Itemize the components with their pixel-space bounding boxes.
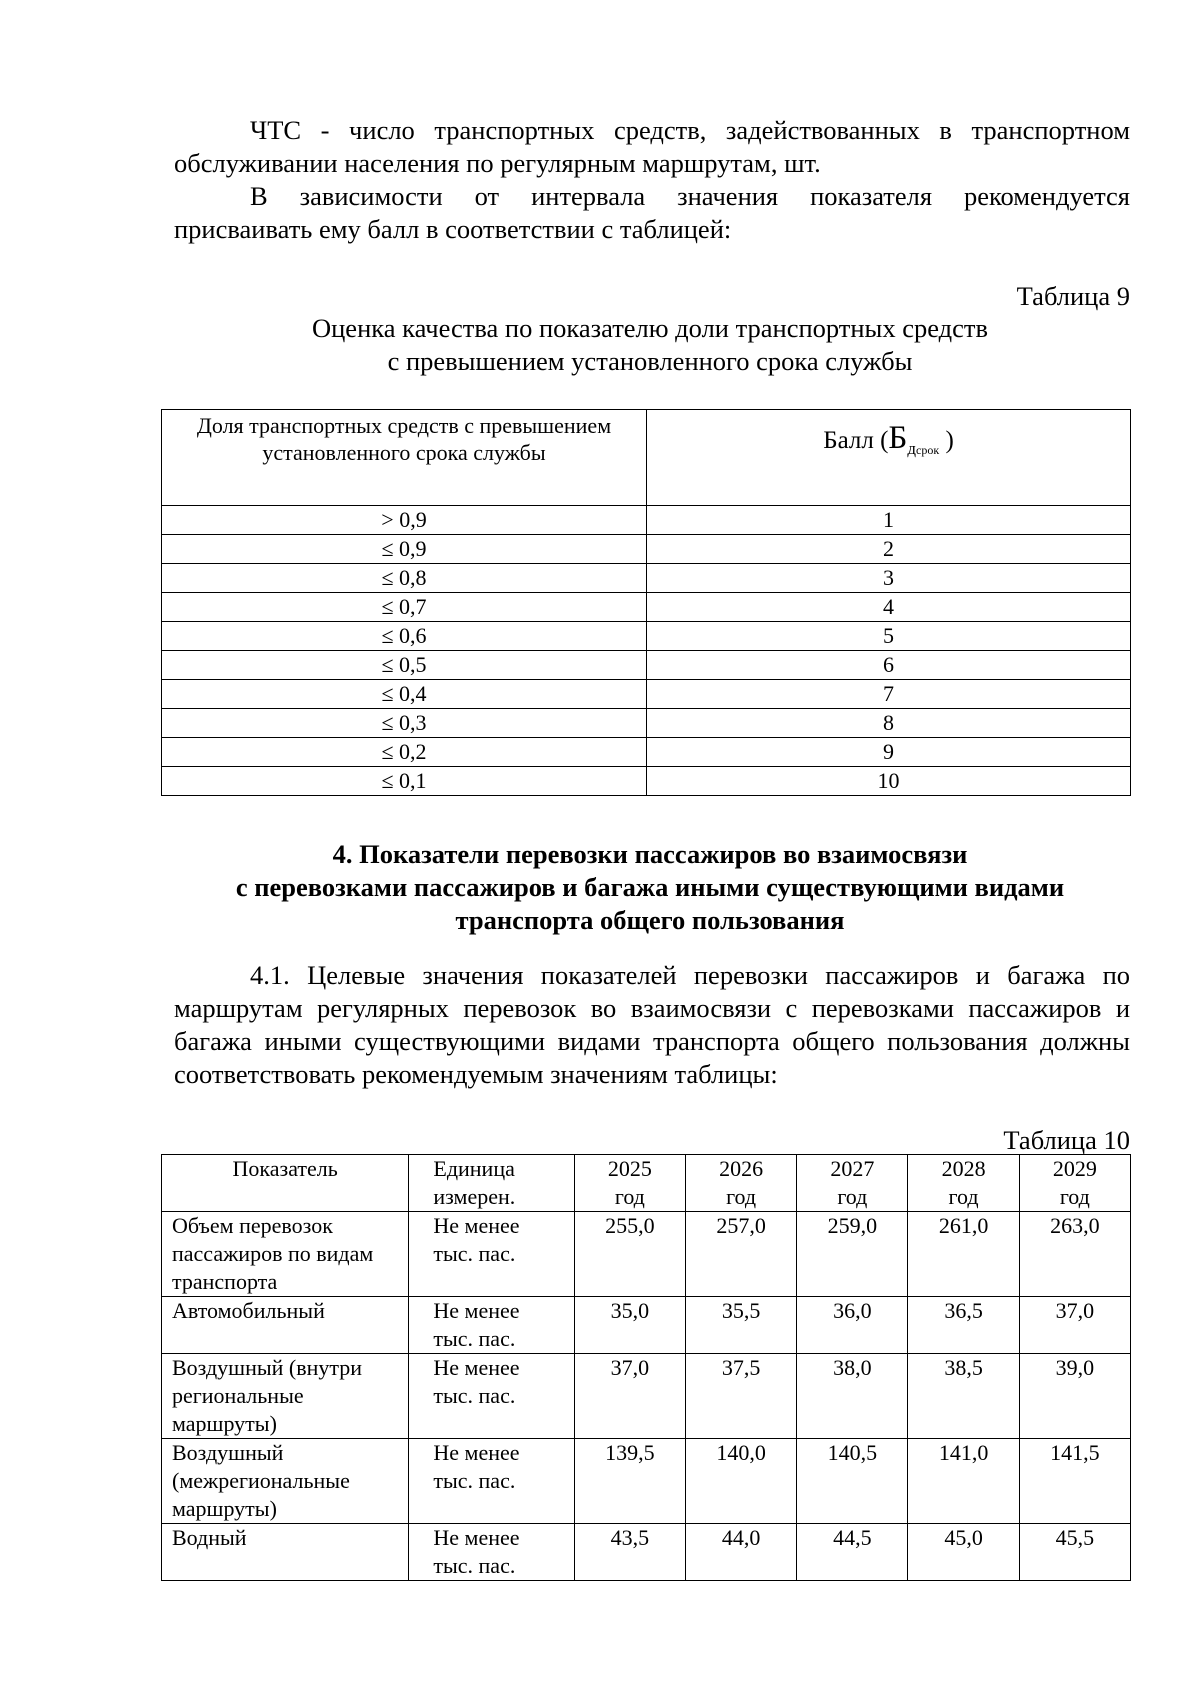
share-range: ≤ 0,3 [162, 709, 647, 738]
year-suffix: год [726, 1184, 757, 1209]
table-row [162, 1439, 1131, 1524]
year-label: 2026 [719, 1156, 764, 1181]
section4-paragraph: 4.1. Целевые значения показателей перевозки пассажиров и багажа по маршрутам регулярных перевозок во взаимосвязи с перевозками пассажиров и багажа иными существующими видами транспорта общего пользования должны соответствовать рекомендуемым значениям таблицы: [174, 960, 1130, 1089]
value-cell: 141,0 [908, 1439, 1019, 1524]
table10 [161, 1154, 1131, 1581]
value-cell: 44,0 [685, 1524, 796, 1581]
value-cell: 35,0 [574, 1297, 685, 1354]
value-cell: 140,5 [797, 1439, 908, 1524]
value-cell: 44,5 [797, 1524, 908, 1581]
score-value: 7 [647, 680, 1131, 709]
year-suffix: год [1059, 1184, 1090, 1209]
value-cell: 38,0 [797, 1354, 908, 1439]
value-cell: 45,0 [908, 1524, 1019, 1581]
year-label: 2028 [941, 1156, 986, 1181]
table9-header-share: Доля транспортных средств с превышением установленного срока службы [162, 410, 647, 506]
score-subsubscript: срок [916, 443, 940, 457]
table-row [162, 506, 1131, 535]
table-row [162, 622, 1131, 651]
heading-line: 4. Показатели перевозки пассажиров во взаимосвязи [332, 839, 968, 869]
value-cell: 257,0 [685, 1212, 796, 1297]
indicator-name: Воздушный (внутри региональные маршруты) [162, 1354, 409, 1439]
value-cell: 141,5 [1019, 1439, 1130, 1524]
section4-paragraph-block [174, 959, 1130, 1091]
table10-header-row [162, 1155, 1131, 1212]
indicator-unit [409, 1354, 574, 1439]
header-year [1019, 1155, 1130, 1212]
table9-header-score [647, 410, 1131, 506]
indicator-name: Водный [162, 1524, 409, 1581]
value-cell: 140,0 [685, 1439, 796, 1524]
score-value: 6 [647, 651, 1131, 680]
value-cell: 37,5 [685, 1354, 796, 1439]
table9 [161, 409, 1131, 796]
score-value: 1 [647, 506, 1131, 535]
share-range: ≤ 0,7 [162, 593, 647, 622]
table-row [162, 535, 1131, 564]
value-cell: 36,5 [908, 1297, 1019, 1354]
heading-line: транспорта общего пользования [455, 905, 845, 935]
heading-line: с перевозками пассажиров и багажа иными существующими видами [235, 872, 1065, 902]
unit-line: тыс. пас. [433, 1553, 516, 1578]
unit-line: Не менее [433, 1525, 520, 1550]
table-row [162, 1297, 1131, 1354]
share-range: > 0,9 [162, 506, 647, 535]
table-row [162, 709, 1131, 738]
score-value: 2 [647, 535, 1131, 564]
table9-number: Таблица 9 [1016, 281, 1130, 311]
unit-line: тыс. пас. [433, 1383, 516, 1408]
value-cell: 139,5 [574, 1439, 685, 1524]
year-suffix: год [948, 1184, 979, 1209]
indicator-unit [409, 1212, 574, 1297]
table9-caption-line: с превышением установленного срока службы [387, 346, 913, 376]
table-row [162, 651, 1131, 680]
table9-header-row [162, 410, 1131, 506]
value-cell: 263,0 [1019, 1212, 1130, 1297]
year-label: 2029 [1052, 1156, 1097, 1181]
table-row [162, 593, 1131, 622]
header-unit [409, 1155, 574, 1212]
score-value: 8 [647, 709, 1131, 738]
indicator-name: Объем перевозок пассажиров по видам транспорта [162, 1212, 409, 1297]
score-value: 5 [647, 622, 1131, 651]
table-row [162, 1354, 1131, 1439]
header-year [574, 1155, 685, 1212]
table-row [162, 1524, 1131, 1581]
table10-number: Таблица 10 [1003, 1125, 1130, 1155]
value-cell: 261,0 [908, 1212, 1019, 1297]
value-cell: 36,0 [797, 1297, 908, 1354]
year-suffix: год [837, 1184, 868, 1209]
value-cell: 38,5 [908, 1354, 1019, 1439]
table-row [162, 767, 1131, 796]
table-row [162, 680, 1131, 709]
year-suffix: год [614, 1184, 645, 1209]
share-range: ≤ 0,4 [162, 680, 647, 709]
intro-line: В зависимости от интервала значения показателя рекомендуется [250, 181, 1130, 211]
unit-line: Не менее [433, 1213, 520, 1238]
indicator-name: Автомобильный [162, 1297, 409, 1354]
year-label: 2025 [607, 1156, 652, 1181]
header-indicator: Показатель [162, 1155, 409, 1212]
unit-line: тыс. пас. [433, 1241, 516, 1266]
indicator-unit [409, 1524, 574, 1581]
unit-line: Не менее [433, 1355, 520, 1380]
indicator-name: Воздушный (межрегиональные маршруты) [162, 1439, 409, 1524]
header-year [685, 1155, 796, 1212]
value-cell: 37,0 [574, 1354, 685, 1439]
header-year [908, 1155, 1019, 1212]
value-cell: 255,0 [574, 1212, 685, 1297]
header-unit-line: измерен. [433, 1184, 516, 1209]
intro-line: обслуживании населения по регулярным маршрутам, шт. [174, 148, 821, 178]
section4-heading [170, 838, 1130, 937]
header-unit-line: Единица [433, 1156, 515, 1181]
unit-line: тыс. пас. [433, 1468, 516, 1493]
share-range: ≤ 0,2 [162, 738, 647, 767]
table9-caption [170, 312, 1130, 378]
table-row [162, 564, 1131, 593]
intro-line: ЧТС - число транспортных средств, задействованных в транспортном [250, 115, 1130, 145]
value-cell: 43,5 [574, 1524, 685, 1581]
intro-line: присваивать ему балл в соответствии с таблицей: [174, 214, 732, 244]
share-range: ≤ 0,9 [162, 535, 647, 564]
header-year [797, 1155, 908, 1212]
indicator-unit [409, 1297, 574, 1354]
score-symbol: Б [888, 420, 908, 456]
score-value: 3 [647, 564, 1131, 593]
unit-line: тыс. пас. [433, 1326, 516, 1351]
share-range: ≤ 0,5 [162, 651, 647, 680]
score-value: 10 [647, 767, 1131, 796]
value-cell: 45,5 [1019, 1524, 1130, 1581]
value-cell: 39,0 [1019, 1354, 1130, 1439]
share-range: ≤ 0,8 [162, 564, 647, 593]
table-row [162, 1212, 1131, 1297]
score-label: Балл ( [823, 427, 889, 454]
share-range: ≤ 0,1 [162, 767, 647, 796]
unit-line: Не менее [433, 1298, 520, 1323]
score-subscript: д [907, 439, 917, 458]
indicator-unit [409, 1439, 574, 1524]
table9-caption-line: Оценка качества по показателю доли транспортных средств [311, 313, 988, 343]
score-value: 4 [647, 593, 1131, 622]
share-range: ≤ 0,6 [162, 622, 647, 651]
year-label: 2027 [830, 1156, 875, 1181]
value-cell: 37,0 [1019, 1297, 1130, 1354]
value-cell: 259,0 [797, 1212, 908, 1297]
value-cell: 35,5 [685, 1297, 796, 1354]
unit-line: Не менее [433, 1440, 520, 1465]
score-value: 9 [647, 738, 1131, 767]
score-close: ) [945, 427, 954, 454]
table-row [162, 738, 1131, 767]
intro-text [174, 114, 1130, 246]
